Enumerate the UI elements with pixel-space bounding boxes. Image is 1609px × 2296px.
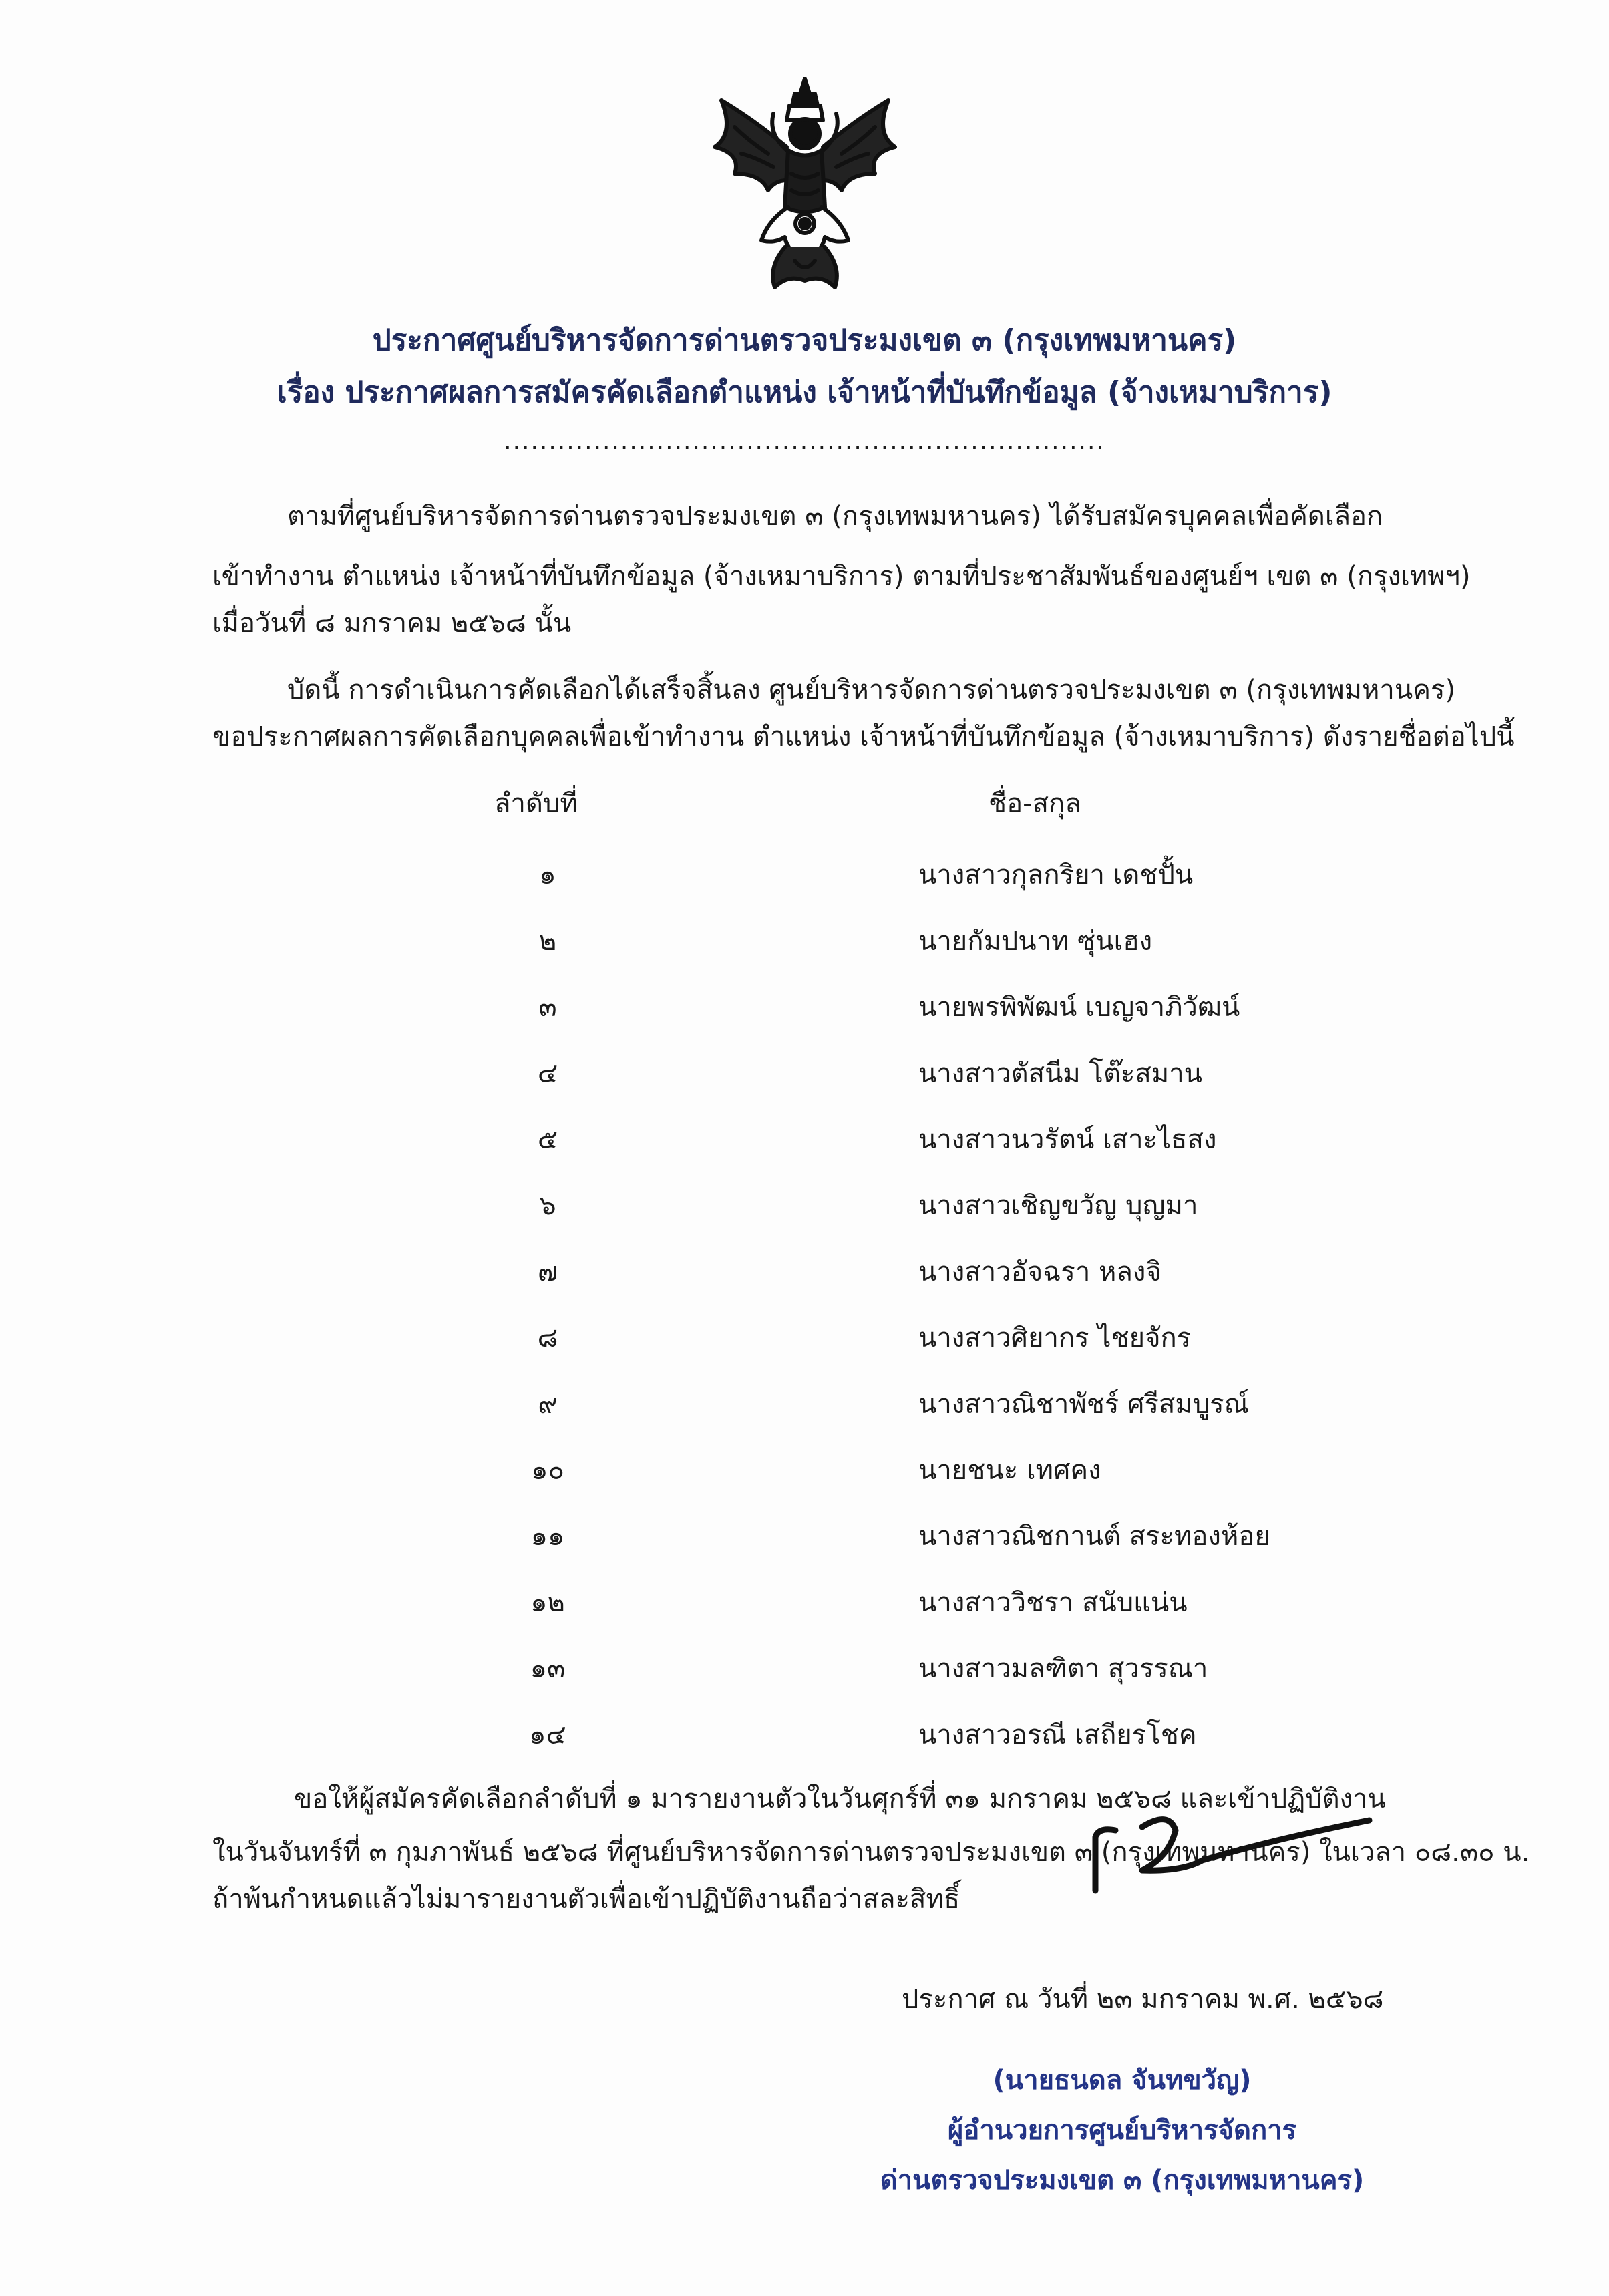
table-row <box>0 1318 1609 1358</box>
row-name: นายพรพิพัฒน์ เบญจาภิวัฒน์ <box>918 992 1240 1023</box>
announce-date: ประกาศ ณ วันที่ ๒๓ มกราคม พ.ศ. ๒๕๖๘ <box>902 1984 1384 2015</box>
row-name: นางสาวตัสนีม โต๊ะสมาน <box>918 1058 1203 1089</box>
row-number: ๓ <box>538 992 557 1023</box>
row-name: นางสาวเชิญขวัญ บุญมา <box>918 1190 1198 1221</box>
signatory-position-1: ผู้อำนวยการศูนย์บริหารจัดการ <box>947 2115 1297 2146</box>
row-name: นางสาวอัจฉรา หลงจิ <box>918 1257 1161 1287</box>
instruction-line-3: ถ้าพ้นกำหนดแล้วไม่มารายงานตัวเพื่อเข้าปฏิบัติงานถือว่าสละสิทธิ์ <box>212 1884 960 1915</box>
row-name: นางสาวณิชกานต์ สระทองห้อย <box>918 1521 1270 1552</box>
row-number: ๑๓ <box>530 1653 566 1684</box>
row-number: ๕ <box>537 1124 558 1155</box>
row-number: ๑๐ <box>531 1455 564 1486</box>
row-number: ๘ <box>537 1323 558 1353</box>
garuda-emblem-icon <box>695 73 915 294</box>
row-name: นายกัมปนาท ซุ่นเฮง <box>918 926 1153 957</box>
signature-icon <box>1069 1790 1383 1904</box>
intro-line-2: เข้าทำงาน ตำแหน่ง เจ้าหน้าที่บันทึกข้อมูล (จ้างเหมาบริการ) ตามที่ประชาสัมพันธ์ของศูนย์ฯ เขต ๓ (กรุงเทพฯ) <box>212 561 1471 592</box>
row-name: นางสาวนวรัตน์ เสาะไธสง <box>918 1124 1217 1155</box>
row-name: นางสาวกุลกริยา เดชปั้น <box>918 860 1194 890</box>
result-line-2: ขอประกาศผลการคัดเลือกบุคคลเพื่อเข้าทำงาน ตำแหน่ง เจ้าหน้าที่บันทึกข้อมูล (จ้างเหมาบริการ) ดังรายชื่อต่อไปนี้ <box>212 721 1515 752</box>
row-number: ๔ <box>537 1058 558 1089</box>
row-number: ๙ <box>538 1389 558 1420</box>
table-row <box>0 1384 1609 1424</box>
announcement-subject: เรื่อง ประกาศผลการสมัครคัดเลือกตำแหน่ง เจ้าหน้าที่บันทึกข้อมูล (จ้างเหมาบริการ) <box>277 375 1332 409</box>
signatory-position-2: ด่านตรวจประมงเขต ๓ (กรุงเทพมหานคร) <box>880 2165 1365 2196</box>
row-number: ๒ <box>538 926 557 957</box>
result-line-1: บัดนี้ การดำเนินการคัดเลือกได้เสร็จสิ้นลง ศูนย์บริหารจัดการด่านตรวจประมงเขต ๓ (กรุงเทพมหานคร) <box>287 675 1456 705</box>
table-row <box>0 1186 1609 1226</box>
row-name: นางสาวศิยากร ไชยจักร <box>918 1323 1192 1353</box>
table-row <box>0 1715 1609 1755</box>
table-row <box>0 855 1609 895</box>
intro-line-3: เมื่อวันที่ ๘ มกราคม ๒๕๖๘ นั้น <box>212 608 572 639</box>
table-row <box>0 1450 1609 1490</box>
row-number: ๑ <box>539 860 556 890</box>
row-name: นางสาวณิชาพัชร์ ศรีสมบูรณ์ <box>918 1389 1249 1420</box>
row-number: ๑๔ <box>529 1719 566 1750</box>
signatory-name: (นายธนดล จันทขวัญ) <box>993 2065 1252 2096</box>
dotted-divider: ................................................................... <box>504 428 1105 455</box>
row-name: นายชนะ เทศคง <box>918 1455 1101 1486</box>
row-number: ๑๒ <box>530 1587 565 1618</box>
row-number: ๖ <box>539 1190 556 1221</box>
row-name: นางสาวอรณี เสถียรโชค <box>918 1719 1197 1750</box>
table-row <box>0 1120 1609 1160</box>
table-row <box>0 921 1609 961</box>
row-number: ๑๑ <box>530 1521 565 1552</box>
intro-line-1: ตามที่ศูนย์บริหารจัดการด่านตรวจประมงเขต ๓ (กรุงเทพมหานคร) ได้รับสมัครบุคคลเพื่อคัดเลือก <box>287 501 1383 532</box>
row-name: นางสาววิชรา สนับแน่น <box>918 1587 1188 1618</box>
announcement-title: ประกาศศูนย์บริหารจัดการด่านตรวจประมงเขต ๓ (กรุงเทพมหานคร) <box>372 323 1237 357</box>
table-row <box>0 1516 1609 1556</box>
table-row <box>0 1252 1609 1292</box>
row-name: นางสาวมลฑิตา สุวรรณา <box>918 1653 1208 1684</box>
column-header-order: ลำดับที่ <box>494 788 578 819</box>
table-row <box>0 1649 1609 1689</box>
table-row <box>0 1053 1609 1094</box>
table-row <box>0 987 1609 1027</box>
column-header-name: ชื่อ-สกุล <box>989 788 1081 819</box>
instruction-line-1: ขอให้ผู้สมัครคัดเลือกลำดับที่ ๑ มารายงานตัวในวันศุกร์ที่ ๓๑ มกราคม ๒๕๖๘ และเข้าปฏิบัติงาน <box>294 1784 1386 1814</box>
instruction-line-2: ในวันจันทร์ที่ ๓ กุมภาพันธ์ ๒๕๖๘ ที่ศูนย์บริหารจัดการด่านตรวจประมงเขต ๓ (กรุงเทพมหานคร) ในเวลา ๐๘.๓๐ น. <box>212 1837 1530 1868</box>
row-number: ๗ <box>537 1257 558 1287</box>
table-row <box>0 1583 1609 1623</box>
